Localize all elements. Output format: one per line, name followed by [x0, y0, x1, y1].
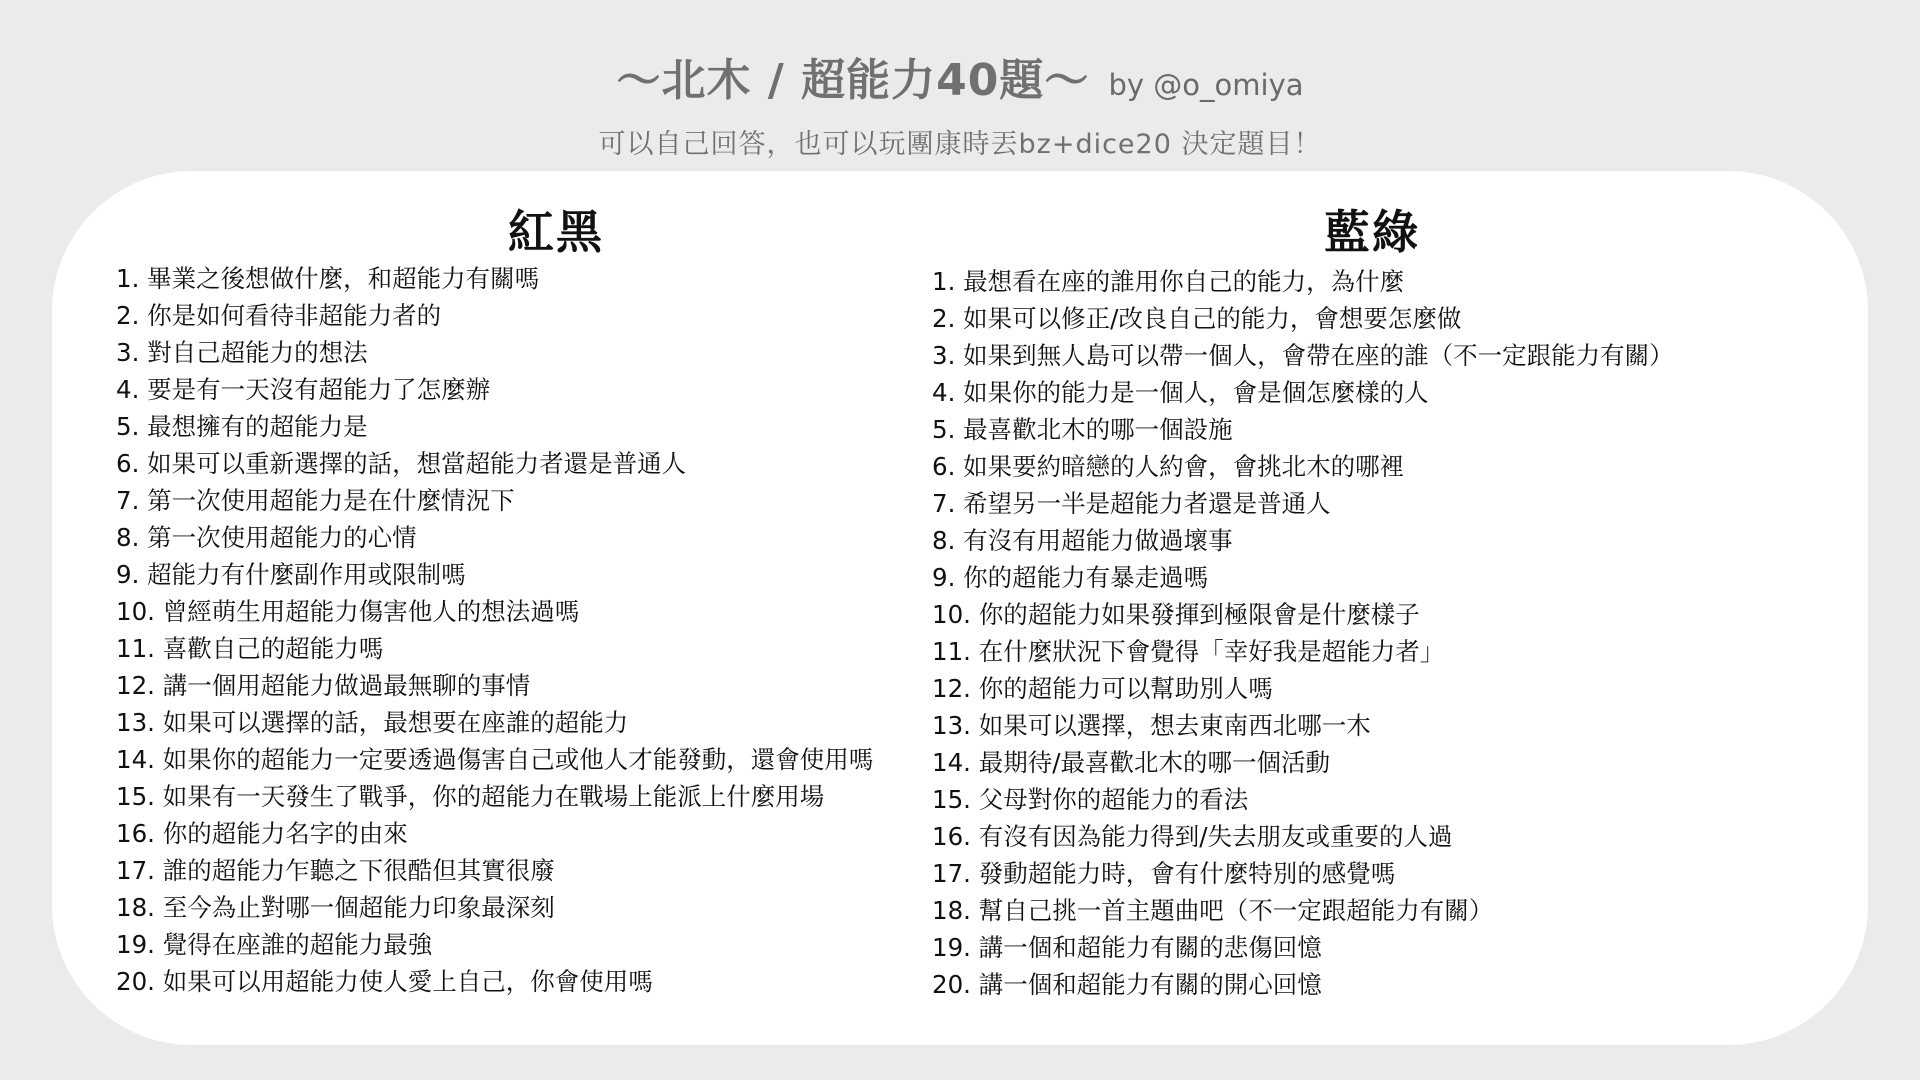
question-item: 17. 誰的超能力乍聽之下很酷但其實很廢: [116, 856, 555, 885]
question-item: 20. 如果可以用超能力使人愛上自己，你會使用嗎: [116, 967, 653, 996]
question-item: 20. 講一個和超能力有關的開心回憶: [932, 970, 1322, 999]
question-item: 11. 喜歡自己的超能力嗎: [116, 634, 384, 663]
question-item: 12. 講一個用超能力做過最無聊的事情: [116, 671, 531, 700]
question-item: 2. 如果可以修正/改良自己的能力，會想要怎麼做: [932, 304, 1462, 333]
question-item: 7. 希望另一半是超能力者還是普通人: [932, 489, 1331, 518]
question-item: 8. 第一次使用超能力的心情: [116, 523, 417, 552]
question-item: 18. 幫自己挑一首主題曲吧（不一定跟超能力有關）: [932, 896, 1494, 925]
question-item: 3. 對自己超能力的想法: [116, 338, 368, 367]
title-line: [0, 44, 1920, 108]
question-item: 14. 如果你的超能力一定要透過傷害自己或他人才能發動，還會使用嗎: [116, 745, 874, 774]
question-item: 15. 如果有一天發生了戰爭，你的超能力在戰場上能派上什麼用場: [116, 782, 825, 811]
left-column-heading: 紅黑: [508, 205, 604, 259]
question-item: 1. 畢業之後想做什麼，和超能力有關嗎: [116, 264, 540, 293]
question-item: 9. 超能力有什麼副作用或限制嗎: [116, 560, 466, 589]
author-byline: by @o_omiya: [1108, 68, 1304, 102]
question-item: 16. 有沒有因為能力得到/失去朋友或重要的人過: [932, 822, 1453, 851]
question-item: 5. 最喜歡北木的哪一個設施: [932, 415, 1233, 444]
question-item: 18. 至今為止對哪一個超能力印象最深刻: [116, 893, 555, 922]
question-item: 9. 你的超能力有暴走過嗎: [932, 563, 1209, 592]
question-item: 4. 如果你的能力是一個人，會是個怎麼樣的人: [932, 378, 1429, 407]
page-subtitle: 可以自己回答，也可以玩團康時丟bz+dice20 決定題目！: [598, 129, 1322, 160]
question-item: 1. 最想看在座的誰用你自己的能力，為什麼: [932, 267, 1405, 296]
question-item: 15. 父母對你的超能力的看法: [932, 785, 1249, 814]
question-item: 13. 如果可以選擇的話，最想要在座誰的超能力: [116, 708, 629, 737]
right-column-heading: 藍綠: [1324, 205, 1420, 259]
question-item: 13. 如果可以選擇，想去東南西北哪一木: [932, 711, 1371, 740]
question-item: 10. 曾經萌生用超能力傷害他人的想法過嗎: [116, 597, 580, 626]
question-item: 16. 你的超能力名字的由來: [116, 819, 408, 848]
question-item: 10. 你的超能力如果發揮到極限會是什麼樣子: [932, 600, 1420, 629]
header: [0, 44, 1920, 161]
question-item: 6. 如果要約暗戀的人約會，會挑北木的哪裡: [932, 452, 1405, 481]
question-item: 12. 你的超能力可以幫助別人嗎: [932, 674, 1273, 703]
question-item: 6. 如果可以重新選擇的話，想當超能力者還是普通人: [116, 449, 687, 478]
page-title: ～北木 / 超能力40題～: [616, 55, 1090, 106]
question-item: 4. 要是有一天沒有超能力了怎麼辦: [116, 375, 491, 404]
right-question-list: [932, 263, 1674, 1003]
question-item: 11. 在什麼狀況下會覺得「幸好我是超能力者」: [932, 637, 1445, 666]
question-item: 19. 覺得在座誰的超能力最強: [116, 930, 433, 959]
question-item: 19. 講一個和超能力有關的悲傷回憶: [932, 933, 1322, 962]
question-item: 8. 有沒有用超能力做過壞事: [932, 526, 1233, 555]
left-question-list: [116, 260, 873, 1000]
question-item: 17. 發動超能力時，會有什麼特別的感覺嗎: [932, 859, 1396, 888]
question-item: 3. 如果到無人島可以帶一個人，會帶在座的誰（不一定跟能力有關）: [932, 341, 1674, 370]
question-item: 5. 最想擁有的超能力是: [116, 412, 368, 441]
question-item: 7. 第一次使用超能力是在什麼情況下: [116, 486, 515, 515]
question-item: 2. 你是如何看待非超能力者的: [116, 301, 442, 330]
question-item: 14. 最期待/最喜歡北木的哪一個活動: [932, 748, 1331, 777]
